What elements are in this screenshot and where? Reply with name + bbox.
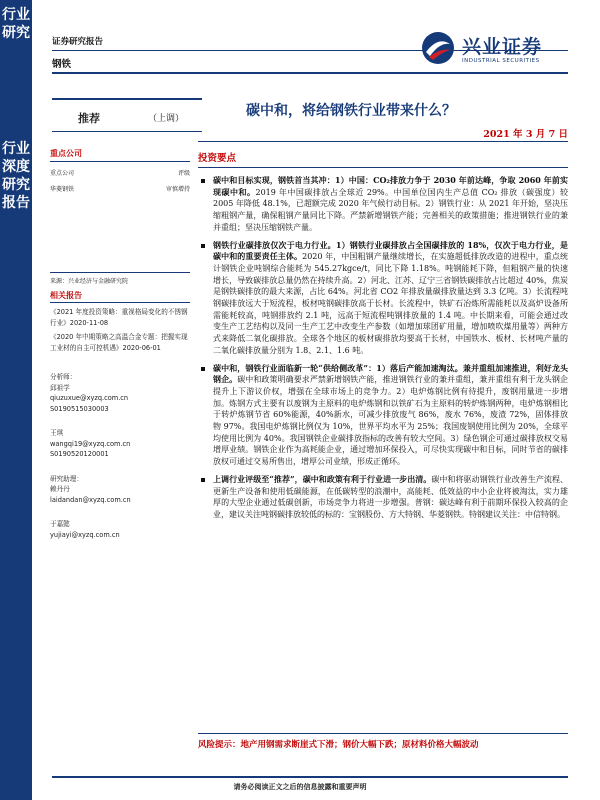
industry-tag: 钢铁 [52,59,72,70]
investment-point [198,240,568,357]
analyst-license: S0190515030003 [50,404,109,413]
section-divider [198,167,568,168]
investment-point [198,363,568,468]
analyst-entry [50,519,192,540]
analyst-entry [50,474,192,506]
investment-point [198,175,568,234]
point-lead: 碳中和，钢铁行业面临新一轮“供给侧改革”：1）落后产能加速淘汰。兼并重组加速推进，利好龙头钢企。 [213,362,568,385]
section-divider [50,161,190,162]
analyst-entry [50,428,192,460]
company-name: 华菱钢铁 [50,186,75,193]
disclaimer-footer: 请务必阅读正文之后的信息披露和重要声明 [233,783,367,791]
analyst-license: S0190520120001 [50,450,109,458]
report-title: 碳中和，将给钢铁行业带来什么？ [246,103,456,119]
logo-mark-icon [420,30,456,66]
point-lead: 碳中和目标实现，钢铁首当其冲：1）中国：CO₂排放力争于 2030 年前达峰，争取 2060 年前实现碳中和。 [213,175,568,197]
risk-divider [198,733,568,734]
key-companies-section [50,148,190,198]
analyst-entry [50,372,192,414]
point-body: 2019 年中国碳排放占全球近 29%。中国单位国内生产总值 CO₂ 排放（碳强度）较 2005 年降低 48.1%，已超额完成 2020 年气候行动目标。2）钢铁行业：从 2021 年开始，坚决压缩粗钢产量，确保粗钢产量同比下降。严禁新增钢铁产能；完善相关的政策措施；推进钢铁行业的兼并重组；坚决压缩钢铁产量。 [213,187,569,232]
rating-change: （上调） [148,114,185,124]
analyst-name: 邱祖学 [50,383,70,392]
analyst-name: 于嘉懿 [50,520,70,528]
key-companies-heading: 重点公司 [50,149,82,158]
point-lead: 上调行业评级至“推荐”，碳中和政策有利于行业进一步出清。 [213,473,432,484]
logo-name-cn: 兴业证券 [462,36,543,58]
point-body: 碳中和将驱动钢铁行业改善生产流程、更新生产设备和使用低碳能源，在低碳转型的浪潮中，高能耗、低效益的中小企业将被淘汰，实力雄厚的大型企业通过低碳创新，市场竞争力将进一步增强。普钢：碳达峰有利于前期环保投入较高的企业，建议关注吨钢碳排放较低的标的：宝钢股份、方大特钢、华菱钢铁。特钢建议关注：中信特钢。 [213,474,568,519]
analysts-list [50,372,192,554]
point-body: 2020 年，中国粗钢产量继续增长，在实施超低排放改造的进程中，重点统计钢铁企业吨钢综合能耗为 545.27kgce/t，同比下降 1.18%。吨钢能耗下降，但粗钢产量的快速增长，导致碳排放总量仍然在持续升高。2）河北、江苏、辽宁三省钢铁碳排放占比超过 40%，焦炭是钢铁碳排放的最大来源，占比 64%。河北省 CO2 年排放量碳排放量达到 3.3 亿吨。3）长流程吨钢碳排放远大于短流程，板材吨钢碳排放高于长材。长流程中，铁矿石冶炼所需能耗以及高炉设备所需能耗较高，吨钢排放约 2.1 吨，远高于短流程吨钢排放量的 1.4 吨。中长期来看，可能会通过改变生产工艺结构以及同一生产工艺中改变生产参数（如增加球团矿用量，增加喷吹煤用量等）两种方式来降低二氧化碳排放。全球各个地区的板材碳排放均要高于长材，中国铁水、板材、长材吨产量的二氧化碳排放量分别为 1.8、2.1、1.6 吨。 [213,252,569,355]
analyst-email[interactable]: laidandan@xyzq.com.cn [50,495,131,504]
title-divider [198,141,568,142]
analyst-name: 王琪 [50,429,64,437]
risk-warning: 风险提示：地产用钢需求断崖式下滑；钢价大幅下跌；原材料价格大幅波动 [198,740,479,750]
report-date: 2021 年 3 月 7 日 [483,129,568,140]
industry-rating: 推荐 [78,112,100,125]
company-rating: 审慎增持 [165,186,190,193]
sidebar-report-category: 行业深度研究报告 [2,141,30,211]
table-header-company: 重点公司 [50,170,75,177]
point-body: 碳中和政策明确要求严禁新增钢铁产能，推进钢铁行业的兼并重组，兼并重组有利于龙头钢企提升上下游议价权，增强在全球市场上的竞争力。2）电炉炼钢比例有待提升，废钢用量进一步增加。炼钢方式主要有以废钢为主原料的电炉炼钢和以铁矿石为主原料的转炉炼钢两种，电炉炼钢相比于转炉炼钢节省 60%能源，40%新水，可减少排放废气 86%，废水 76%，废渣 72%，固体排放物 97%。我国电炉炼钢比例仅为 10%，世界平均水平为 25%；我国废钢使用比例为 20%，全球平均使用比例为 40%。我国钢铁企业碳排放指标的改善有较大空间。3）绿色钢企可通过碳排放权交易增厚业绩。钢铁企业作为高耗能企业，通过增加环保投入，可尽快实现碳中和目标，同时节省的碳排放权可通过交易所售出，增厚公司业绩，形成正循环。 [213,375,569,467]
company-logo [420,30,570,74]
data-source: 来源：兴业经济与金融研究院 [50,278,129,285]
rating-box [52,98,202,132]
footer-divider [52,776,568,778]
table-row [50,182,190,198]
analyst-email[interactable]: yujiayi@xyzq.com.cn [50,530,120,539]
related-report-item[interactable]: 《2020 年中期策略之高温合金专题：把握实现工业材的自主可控机遇》2020-06-01 [50,333,188,352]
related-reports-list [50,307,192,357]
sidebar-band [0,0,32,800]
table-bottom-divider [50,272,190,273]
investment-point [198,474,568,521]
related-reports-heading: 相关报告 [50,291,82,300]
key-companies-table [50,166,190,198]
sidebar-top-text: 行业研究 [2,7,30,41]
investment-points-section [198,150,568,527]
analyst-role: 分析师： [50,373,77,381]
analyst-name: 赖丹丹 [50,485,70,493]
table-header-rating: 评级 [177,170,190,177]
report-type: 证券研究报告 [52,37,104,47]
analyst-role: 研究助理： [50,474,83,483]
section-divider [50,302,190,303]
table-header-row [50,166,190,182]
analyst-email[interactable]: wangqi19@xyzq.com.cn [50,439,131,448]
analyst-email[interactable]: qiuzuxue@xyzq.com.cn [50,394,129,402]
investment-points-heading: 投资要点 [198,153,237,164]
point-lead: 钢铁行业碳排放仅次于电力行业。1）钢铁行业碳排放占全国碳排放的 18%，仅次于电力行业，是碳中和的重要责任主体。 [213,239,568,262]
related-report-item[interactable]: 《2021 年度投资策略：重视格局变化的不锈钢行业》2020-11-08 [50,308,188,327]
logo-name-en: INDUSTRIAL SECURITIES [462,58,540,64]
